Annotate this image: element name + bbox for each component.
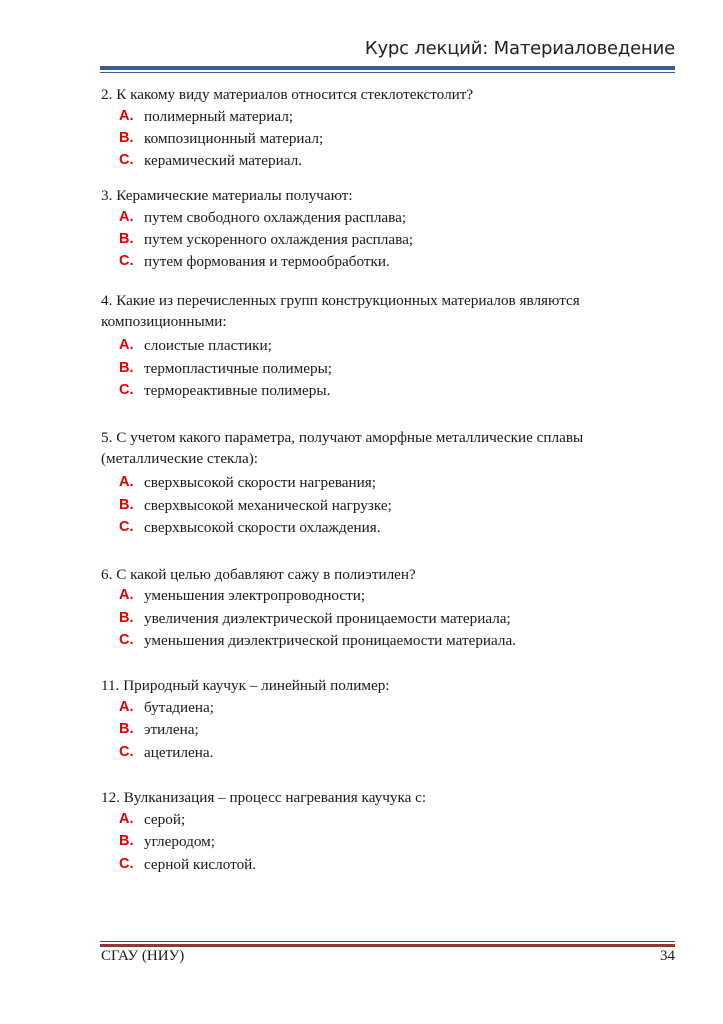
answer-option: [101, 206, 675, 228]
option-text: керамический материал.: [144, 152, 302, 170]
option-text: серой;: [144, 810, 186, 828]
question-list: [101, 84, 675, 889]
page-number: 34: [660, 948, 675, 964]
page-header-title: Курс лекций: Материаловедение: [364, 38, 675, 59]
answer-option: [101, 494, 675, 516]
option-text: бутадиена;: [144, 699, 214, 717]
answer-options: [101, 585, 675, 652]
option-letter: A.: [119, 810, 134, 827]
answer-options: [101, 472, 675, 539]
option-letter: C.: [119, 253, 134, 270]
footer-rule: [100, 941, 675, 947]
answer-option: [101, 585, 675, 607]
answer-option: [101, 516, 675, 538]
option-text: ацетилена.: [144, 743, 214, 761]
option-text: сверхвысокой механической нагрузке;: [144, 496, 392, 514]
option-letter: B.: [119, 359, 134, 376]
option-letter: A.: [119, 699, 134, 716]
option-text: этилена;: [144, 721, 199, 739]
option-text: уменьшения диэлектрической проницаемости материала.: [144, 631, 517, 649]
answer-options: [101, 808, 675, 875]
question-text: 5. С учетом какого параметра, получают аморфные металлические сплавы (металлические стекла):: [101, 428, 584, 467]
option-letter: B.: [119, 833, 134, 850]
answer-option: [101, 127, 675, 149]
option-letter: C.: [119, 855, 134, 872]
question-text: 11. Природный каучук – линейный полимер:: [101, 677, 390, 695]
option-text: увеличения диэлектрической проницаемости материала;: [144, 609, 511, 627]
option-text: слоистые пластики;: [144, 337, 272, 355]
option-letter: A.: [119, 474, 134, 491]
option-letter: A.: [119, 208, 134, 225]
option-text: путем формования и термообработки.: [144, 253, 390, 271]
answer-options: [101, 105, 675, 172]
answer-options: [101, 335, 675, 402]
option-text: путем свободного охлаждения расплава;: [144, 208, 407, 226]
answer-option: [101, 629, 675, 651]
answer-options: [101, 696, 675, 763]
answer-option: [101, 607, 675, 629]
option-letter: C.: [119, 152, 134, 169]
option-letter: B.: [119, 721, 134, 738]
question-text: 4. Какие из перечисленных групп конструкционных материалов являются композиционными:: [101, 291, 580, 330]
option-text: композиционный материал;: [144, 129, 324, 147]
answer-option: [101, 228, 675, 250]
option-letter: A.: [119, 587, 134, 604]
option-text: путем ускоренного охлаждения расплава;: [144, 230, 414, 248]
option-text: термореактивные полимеры.: [144, 382, 331, 400]
answer-option: [101, 379, 675, 401]
option-letter: B.: [119, 230, 134, 247]
answer-option: [101, 741, 675, 763]
option-letter: C.: [119, 518, 134, 535]
answer-option: [101, 696, 675, 718]
answer-option: [101, 808, 675, 830]
option-letter: C.: [119, 631, 134, 648]
option-text: углеродом;: [144, 833, 215, 851]
question-text: 2. К какому виду материалов относится стеклотекстолит?: [101, 86, 474, 103]
option-letter: A.: [119, 337, 134, 354]
answer-option: [101, 853, 675, 875]
question-6: [101, 564, 675, 652]
header-rule: [100, 66, 675, 73]
option-text: уменьшения электропроводности;: [144, 587, 366, 605]
answer-option: [101, 357, 675, 379]
answer-options: [101, 206, 675, 273]
question-text: 12. Вулканизация – процесс нагревания каучука с:: [101, 789, 427, 807]
option-text: сверхвысокой скорости охлаждения.: [144, 518, 381, 536]
answer-option: [101, 472, 675, 494]
question-12: [101, 787, 675, 875]
answer-option: [101, 150, 675, 172]
option-text: термопластичные полимеры;: [144, 359, 333, 377]
answer-option: [101, 831, 675, 853]
question-text: 3. Керамические материалы получают:: [101, 186, 353, 204]
option-letter: C.: [119, 743, 134, 760]
option-letter: A.: [119, 107, 134, 124]
answer-option: [101, 105, 675, 127]
option-letter: B.: [119, 129, 134, 146]
option-letter: B.: [119, 609, 134, 626]
answer-option: [101, 250, 675, 272]
option-text: серной кислотой.: [144, 855, 257, 873]
question-text: 6. С какой целью добавляют сажу в полиэтилен?: [101, 565, 416, 583]
question-5: [101, 427, 675, 539]
answer-option: [101, 719, 675, 741]
option-letter: B.: [119, 496, 134, 513]
question-3: [101, 185, 675, 273]
option-text: сверхвысокой скорости нагревания;: [144, 474, 377, 492]
footer-institution: СГАУ (НИУ): [101, 948, 185, 964]
question-4: [101, 290, 675, 402]
answer-option: [101, 335, 675, 357]
question-11: [101, 675, 675, 763]
option-letter: C.: [119, 382, 134, 399]
question-2: [101, 84, 675, 172]
option-text: полимерный материал;: [144, 107, 294, 125]
